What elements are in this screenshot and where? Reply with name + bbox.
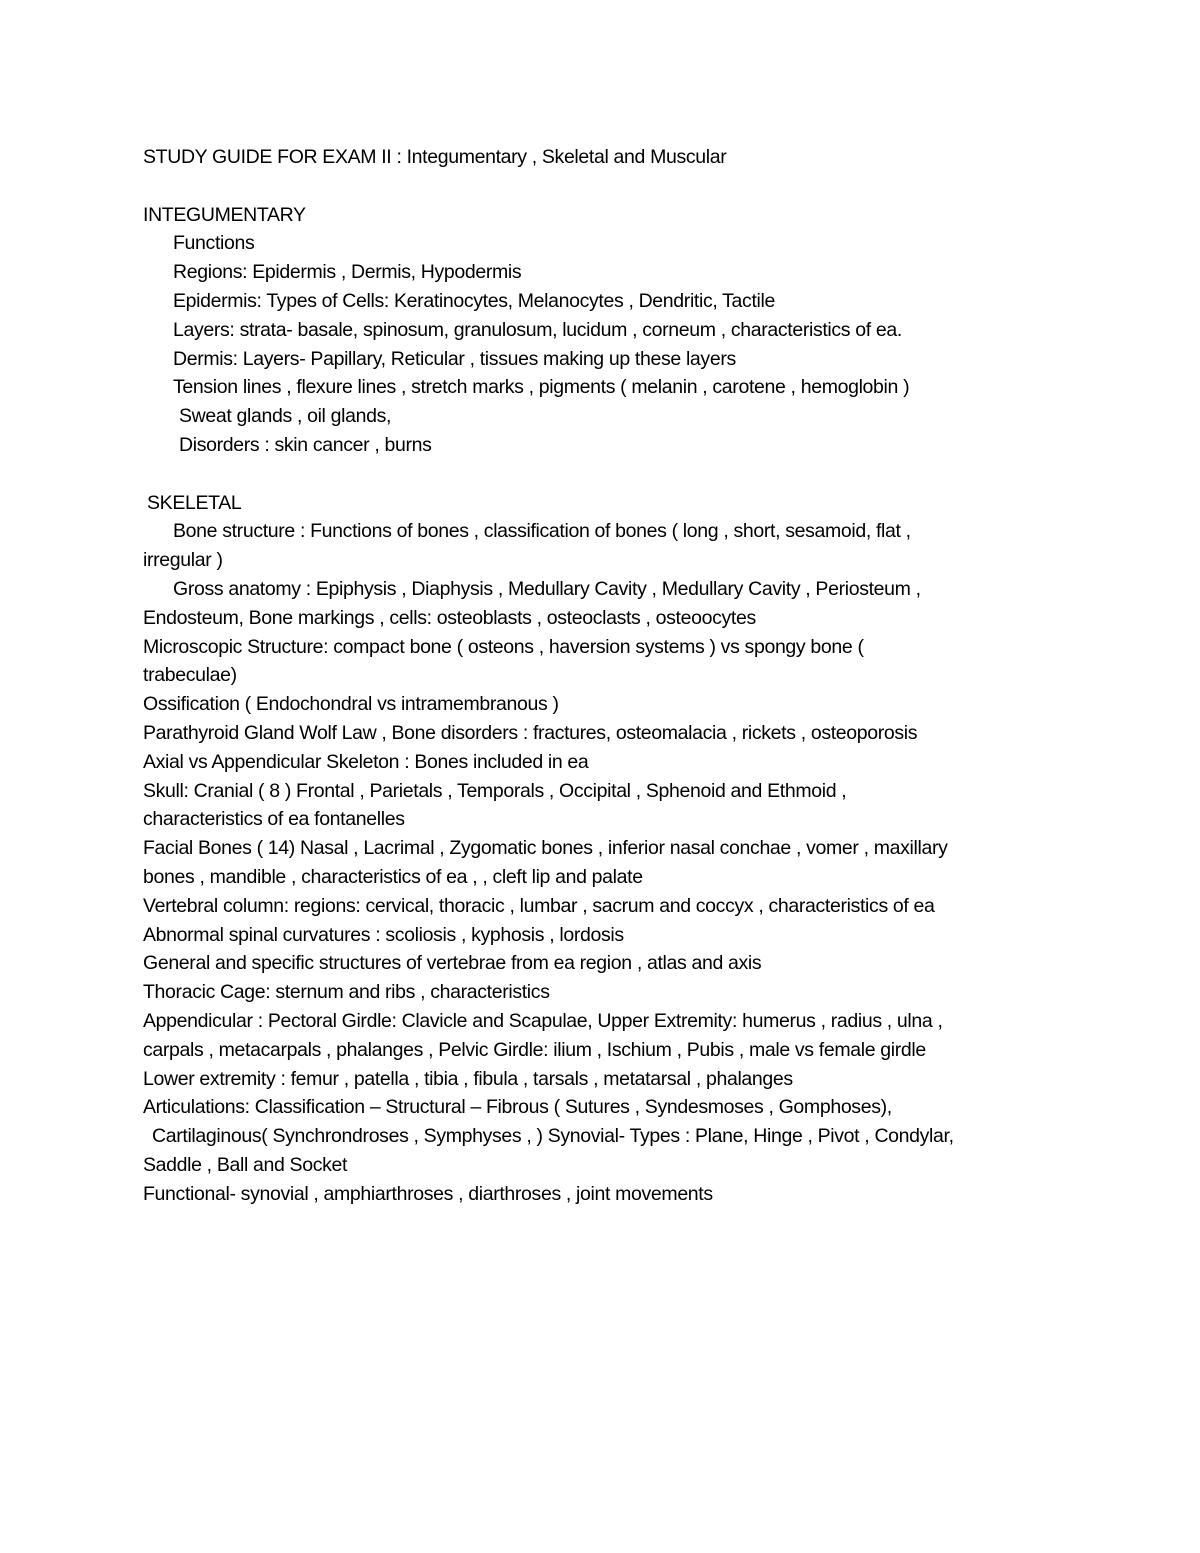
integumentary-line: Sweat glands , oil glands, [179,405,392,428]
document-body [143,143,1143,1208]
skeletal-line: Articulations: Classification – Structural – Fibrous ( Sutures , Syndesmoses , Gomphoses), [143,1096,892,1119]
skeletal-line: Thoracic Cage: sternum and ribs , characteristics [143,981,550,1004]
skeletal-line: Saddle , Ball and Socket [143,1153,348,1176]
skeletal-line: Facial Bones ( 14) Nasal , Lacrimal , Zygomatic bones , inferior nasal conchae , vomer , maxillary [143,837,948,860]
integumentary-line: Dermis: Layers- Papillary, Reticular , tissues making up these layers [173,347,736,370]
spacer [143,172,1143,201]
skeletal-line: Vertebral column: regions: cervical, thoracic , lumbar , sacrum and coccyx , characteristics of ea [143,894,935,917]
section-heading-integumentary: INTEGUMENTARY [143,203,306,226]
skeletal-line: Gross anatomy : Epiphysis , Diaphysis , Medullary Cavity , Medullary Cavity , Periosteum , [173,577,921,600]
skeletal-line: Cartilaginous( Synchrondroses , Symphyses , ) Synovial- Types : Plane, Hinge , Pivot , Condylar, [152,1125,954,1148]
document-title: STUDY GUIDE FOR EXAM II : Integumentary , Skeletal and Muscular [143,146,727,168]
spacer [143,460,1143,489]
skeletal-line: trabeculae) [143,664,237,687]
integumentary-line: Regions: Epidermis , Dermis, Hypodermis [173,261,522,284]
skeletal-line: characteristics of ea fontanelles [143,808,405,831]
skeletal-line: Endosteum, Bone markings , cells: osteoblasts , osteoclasts , osteoocytes [143,606,756,629]
skeletal-line: Appendicular : Pectoral Girdle: Clavicle and Scapulae, Upper Extremity: humerus , radius , ulna , [143,1009,943,1032]
skeletal-line: irregular ) [143,549,223,572]
skeletal-line: Skull: Cranial ( 8 ) Frontal , Parietals , Temporals , Occipital , Sphenoid and Ethmoid , [143,779,847,802]
skeletal-line: Axial vs Appendicular Skeleton : Bones included in ea [143,750,589,773]
skeletal-line: Lower extremity : femur , patella , tibia , fibula , tarsals , metatarsal , phalanges [143,1067,793,1090]
integumentary-line: Functions [173,232,255,255]
skeletal-line: Ossification ( Endochondral vs intramembranous ) [143,693,559,716]
section-heading-skeletal: SKELETAL [147,491,242,514]
skeletal-line: Microscopic Structure: compact bone ( osteons , haversion systems ) vs spongy bone ( [143,635,864,658]
integumentary-line: Disorders : skin cancer , burns [179,433,432,456]
skeletal-line: Parathyroid Gland Wolf Law , Bone disorders : fractures, osteomalacia , rickets , osteoporosis [143,721,918,744]
skeletal-line: Functional- synovial , amphiarthroses , diarthroses , joint movements [143,1182,713,1205]
integumentary-line: Layers: strata- basale, spinosum, granulosum, lucidum , corneum , characteristics of ea. [173,318,902,341]
skeletal-line: General and specific structures of vertebrae from ea region , atlas and axis [143,952,762,975]
skeletal-line: Abnormal spinal curvatures : scoliosis , kyphosis , lordosis [143,923,624,946]
skeletal-line: carpals , metacarpals , phalanges , Pelvic Girdle: ilium , Ischium , Pubis , male vs female girdle [143,1038,926,1061]
integumentary-line: Tension lines , flexure lines , stretch marks , pigments ( melanin , carotene , hemoglobin ) [173,376,910,399]
skeletal-line: Bone structure : Functions of bones , classification of bones ( long , short, sesamoid, flat , [173,520,911,543]
skeletal-line: bones , mandible , characteristics of ea , , cleft lip and palate [143,865,643,888]
integumentary-line: Epidermis: Types of Cells: Keratinocytes, Melanocytes , Dendritic, Tactile [173,289,775,312]
